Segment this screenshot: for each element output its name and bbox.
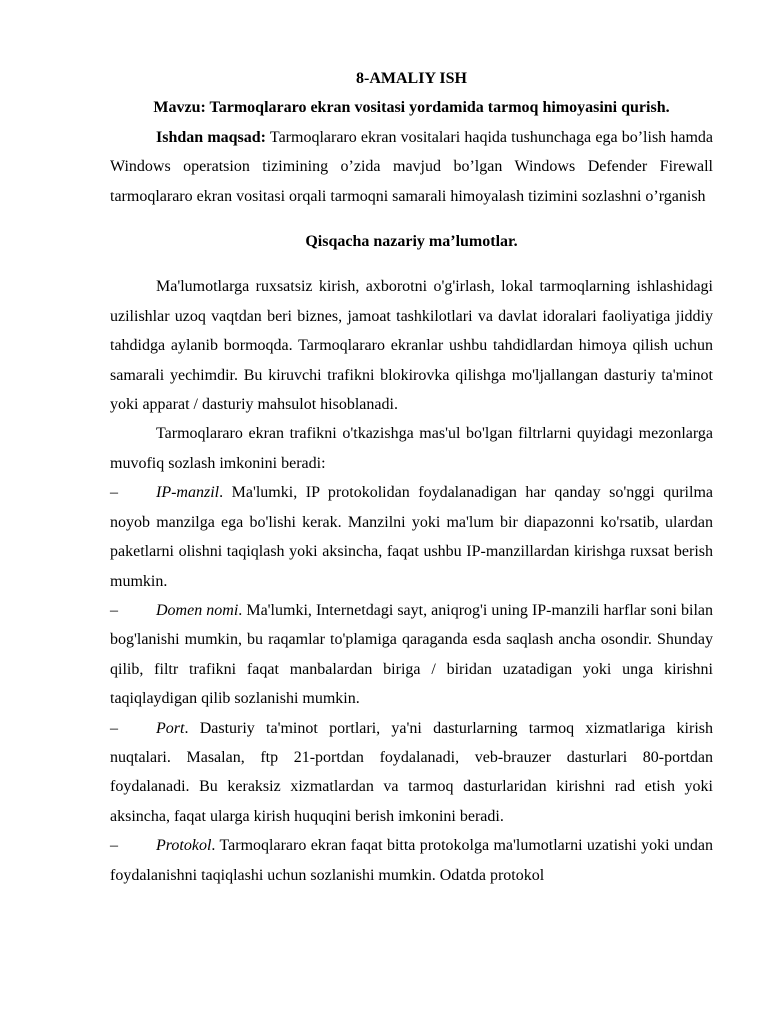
list-item-term: Domen nomi	[156, 601, 239, 619]
intro-paragraph: Ma'lumotlarga ruxsatsiz kirish, axborotni o'g'irlash, lokal tarmoqlarning ishlashidagi uzilishlar uzoq vaqtdan beri biznes, jamoat tashkilotlari va davlat idoralari faoliyatiga jiddiy tahdidga aylanib bormoqda. Tarmoqlararo ekranlar ushbu tahdidlardan himoya qilish uchun samarali yechimdir. Bu kiruvchi trafikni blokirovka qilishga mo'ljallangan dasturiy ta'minot yoki apparat / dasturiy mahsulot hisoblanadi.	[110, 278, 713, 414]
list-item-term: Protokol	[156, 837, 212, 855]
list-item-port	[110, 714, 713, 832]
list-item-protocol	[110, 831, 713, 890]
goal-text: Tarmoqlararo ekran vositalari haqida tushunchaga ega bo’lish hamda Windows operatsion tizimining o’zida mavjud bo’lgan Windows Defender Firewall tarmoqlararo ekran vositasi orqali tarmoqni samarali himoyalash tizimini sozlashni o’rganish	[110, 128, 713, 205]
list-item-text: . Ma'lumki, IP protokolidan foydalanadigan har qanday so'nggi qurilma noyob manzilga ega bo'lishi kerak. Manzilni yoki ma'lum bir diapazonni ko'rsatib, ulardan paketlarni olishni taqiqlash yoki aksincha, faqat ushbu IP-manzillardan kirishga ruxsat berish mumkin.	[110, 484, 713, 590]
document-topic: Mavzu: Tarmoqlararo ekran vositasi yordamida tarmoq himoyasini qurish.	[153, 99, 670, 117]
dash-bullet: –	[110, 719, 118, 737]
list-item-term: Port	[156, 719, 185, 737]
list-item-text: . Ma'lumki, Internetdagi sayt, aniqrog'i uning IP-manzili harflar soni bilan bog'lanishi mumkin, bu raqamlar to'plamiga qaraganda esda saqlash ancha osondir. Shunday qilib, filtr trafikni faqat manbalardan biriga / biridan uzatadigan yoki unga kirishni taqiqlaydigan qilib sozlanishi mumkin.	[110, 601, 713, 708]
document-page	[110, 64, 713, 890]
list-item-text: . Tarmoqlararo ekran faqat bitta protokolga ma'lumotlarni uzatishi yoki undan foydalanishni taqiqlashi uchun sozlanishi mumkin. Odatda protokol	[110, 837, 713, 884]
list-item-ip	[110, 478, 713, 596]
dash-bullet: –	[110, 837, 118, 855]
section-heading: Qisqacha nazariy ma’lumotlar.	[305, 233, 518, 251]
document-title: 8-AMALIY ISH	[356, 70, 467, 87]
list-item-text: . Dasturiy ta'minot portlari, ya'ni dasturlarning tarmoq xizmatlariga kirish nuqtalari. Masalan, ftp 21-portdan foydalanadi, veb-brauzer dasturlari 80-portdan foydalanadi. Bu keraksiz xizmatlardan va tarmoq dasturlaridan kirishni rad etish yoki aksincha, faqat ularga kirish huquqini berish imkonini beradi.	[110, 719, 713, 825]
list-item-term: IP-manzil	[156, 484, 220, 502]
goal-paragraph	[110, 123, 713, 211]
dash-bullet: –	[110, 601, 118, 619]
criteria-paragraph: Tarmoqlararo ekran trafikni o'tkazishga mas'ul bo'lgan filtrlarni quyidagi mezonlarga muvofiq sozlash imkonini beradi:	[110, 425, 713, 472]
goal-label: Ishdan maqsad:	[156, 128, 267, 146]
list-item-domain	[110, 596, 713, 714]
dash-bullet: –	[110, 484, 118, 502]
